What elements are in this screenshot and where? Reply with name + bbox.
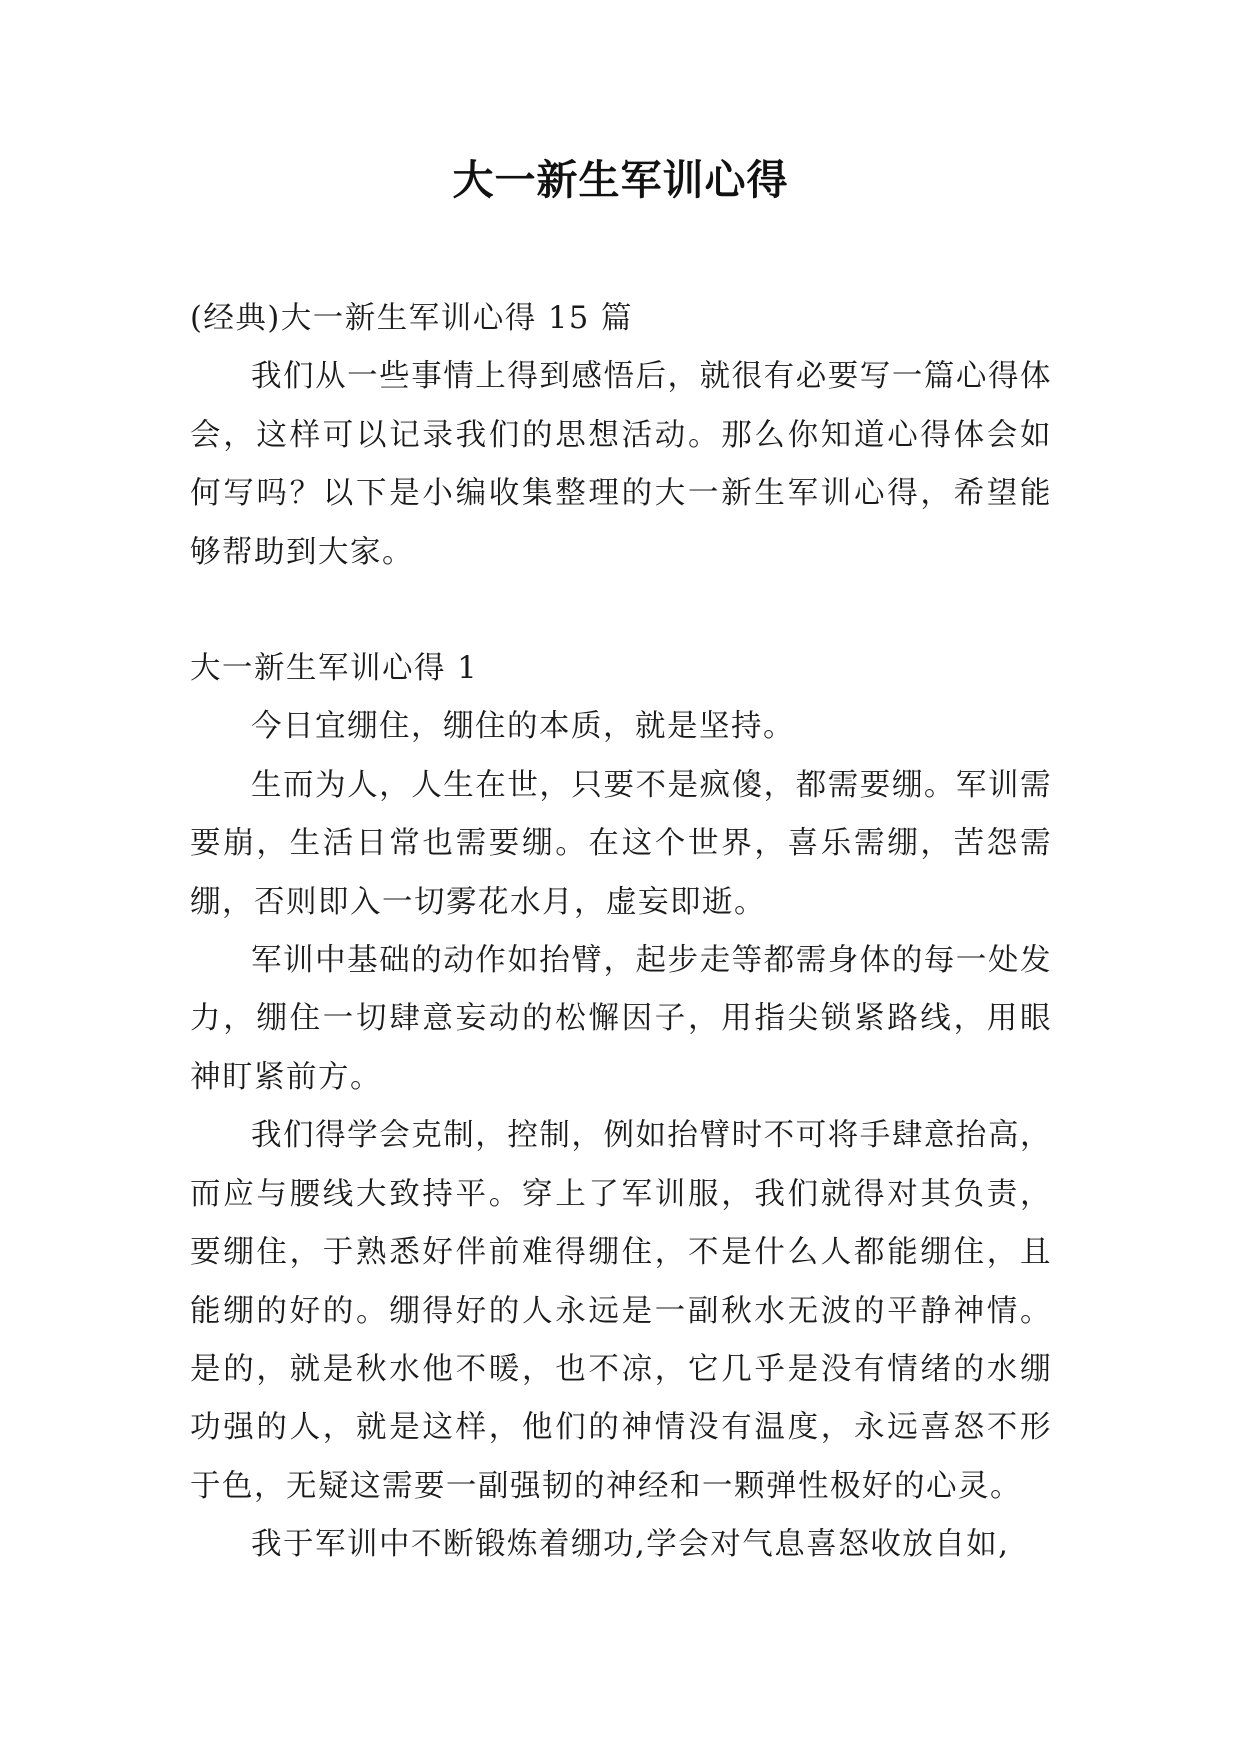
body-paragraph: 生而为人，人生在世，只要不是疯傻，都需要绷。军训需要崩，生活日常也需要绷。在这个世界，喜乐需绷，苦怨需绷，否则即入一切雾花水月，虚妄即逝。 [190,767,1052,920]
section-heading: 大一新生军训心得 1 [190,651,479,687]
body-paragraph: 今日宜绷住，绷住的本质，就是坚持。 [251,709,795,745]
document-subtitle: (经典)大一新生军训心得 15 篇 [190,301,633,336]
document-title: 大一新生军训心得 [452,156,789,204]
body-paragraph: 我们得学会克制，控制，例如抬臂时不可将手肆意抬高，而应与腰线大致持平。穿上了军训服，我们就得对其负责，要绷住，于熟悉好伴前难得绷住，不是什么人都能绷住，且能绷的好的。绷得好的人永远是一副秋水无波的平静神情。是的，就是秋水他不暖，也不凉，它几乎是没有情绪的水绷功强的人，就是这样，他们的神情没有温度，永远喜怒不形于色，无疑这需要一副强韧的神经和一颗弹性极好的心灵。 [190,1118,1052,1504]
intro-paragraph: 我们从一些事情上得到感悟后，就很有必要写一篇心得体会，这样可以记录我们的思想活动。那么你知道心得体会如何写吗？以下是小编收集整理的大一新生军训心得，希望能够帮助到大家。 [190,359,1052,570]
body-paragraph: 军训中基础的动作如抬臂，起步走等都需身体的每一处发力，绷住一切肆意妄动的松懈因子，用指尖锁紧路线，用眼神盯紧前方。 [190,943,1052,1095]
document-body [190,290,1052,1575]
body-paragraph: 我于军训中不断锻炼着绷功,学会对气息喜怒收放自如, [251,1527,1010,1563]
